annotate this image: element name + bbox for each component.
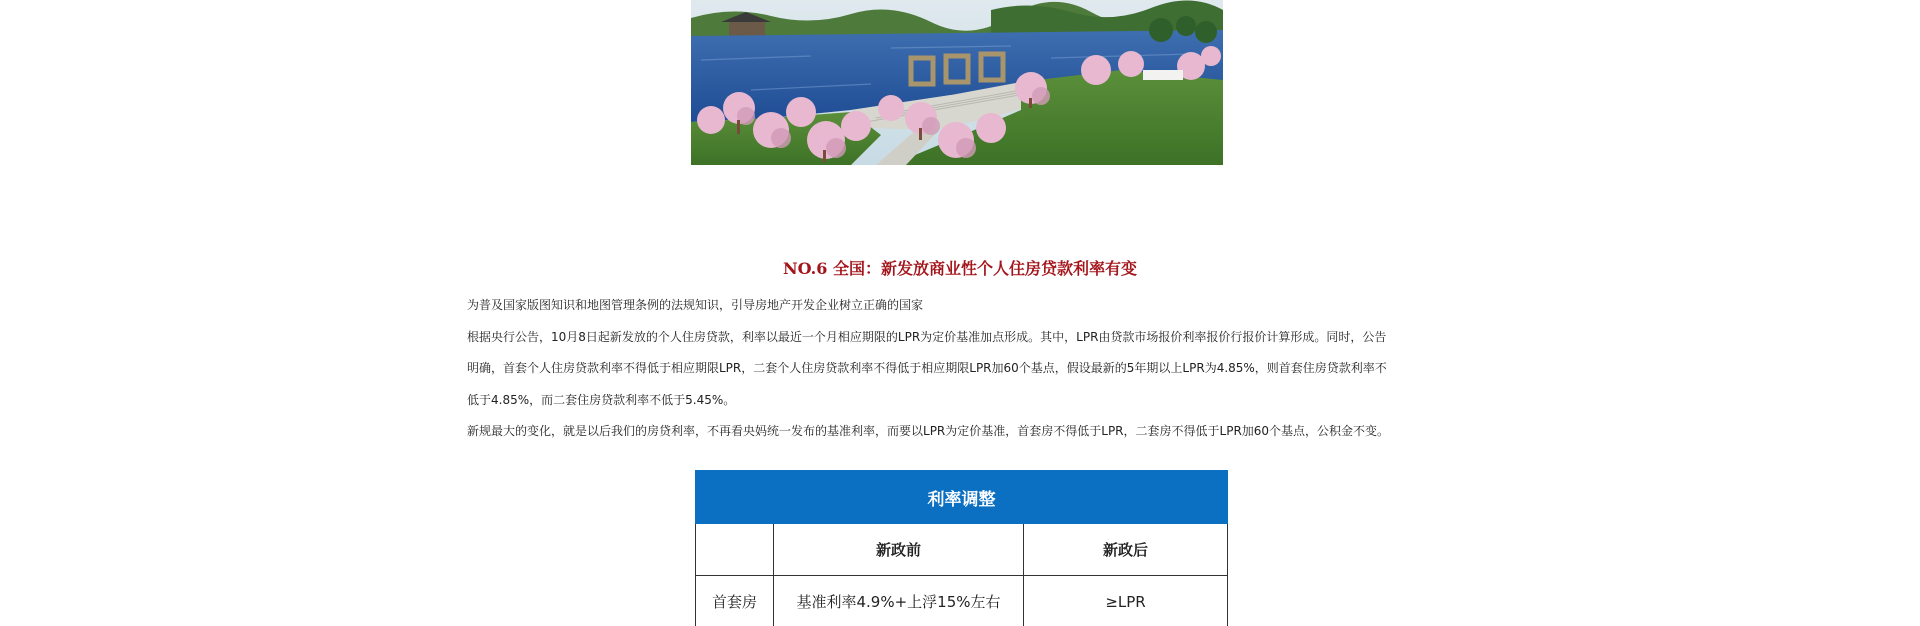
table-header-cell: 新政后 — [1024, 524, 1228, 576]
table-row — [696, 576, 1228, 626]
article-body — [467, 290, 1467, 448]
table-header-row — [696, 524, 1228, 576]
table-caption-row — [696, 471, 1228, 524]
paragraph: 明确，首套个人住房贷款利率不得低于相应期限LPR，二套个人住房贷款利率不得低于相应期限LPR加60个基点，假设最新的5年期以上LPR为4.85%，则首套住房贷款利率不 — [467, 361, 1387, 375]
table-header-cell: 新政前 — [774, 524, 1024, 576]
paragraph: 根据央行公告，10月8日起新发放的个人住房贷款，利率以最近一个月相应期限的LPR为定价基准加点形成。其中，LPR由贷款市场报价利率报价行报价计算形成。同时，公告 — [467, 329, 1387, 344]
table-cell: 基准利率4.9%+上浮15%左右 — [774, 576, 1024, 626]
paragraph: 为普及国家版图知识和地图管理条例的法规知识，引导房地产开发企业树立正确的国家 — [467, 298, 924, 312]
rate-adjustment-table — [695, 470, 1228, 626]
park-lake-image — [691, 0, 1223, 165]
table-header-cell — [696, 524, 774, 576]
table-cell: ≥LPR — [1024, 576, 1228, 626]
paragraph: 低于4.85%，而二套住房贷款利率不低于5.45%。 — [467, 392, 736, 407]
table-caption: 利率调整 — [696, 471, 1228, 524]
table-cell: 首套房 — [696, 576, 774, 626]
article-title: NO.6 全国：新发放商业性个人住房贷款利率有变 — [783, 259, 1137, 278]
paragraph: 新规最大的变化，就是以后我们的房贷利率，不再看央妈统一发布的基准利率，而要以LPR为定价基准，首套房不得低于LPR，二套房不得低于LPR加60个基点，公积金不变。 — [467, 424, 1390, 438]
